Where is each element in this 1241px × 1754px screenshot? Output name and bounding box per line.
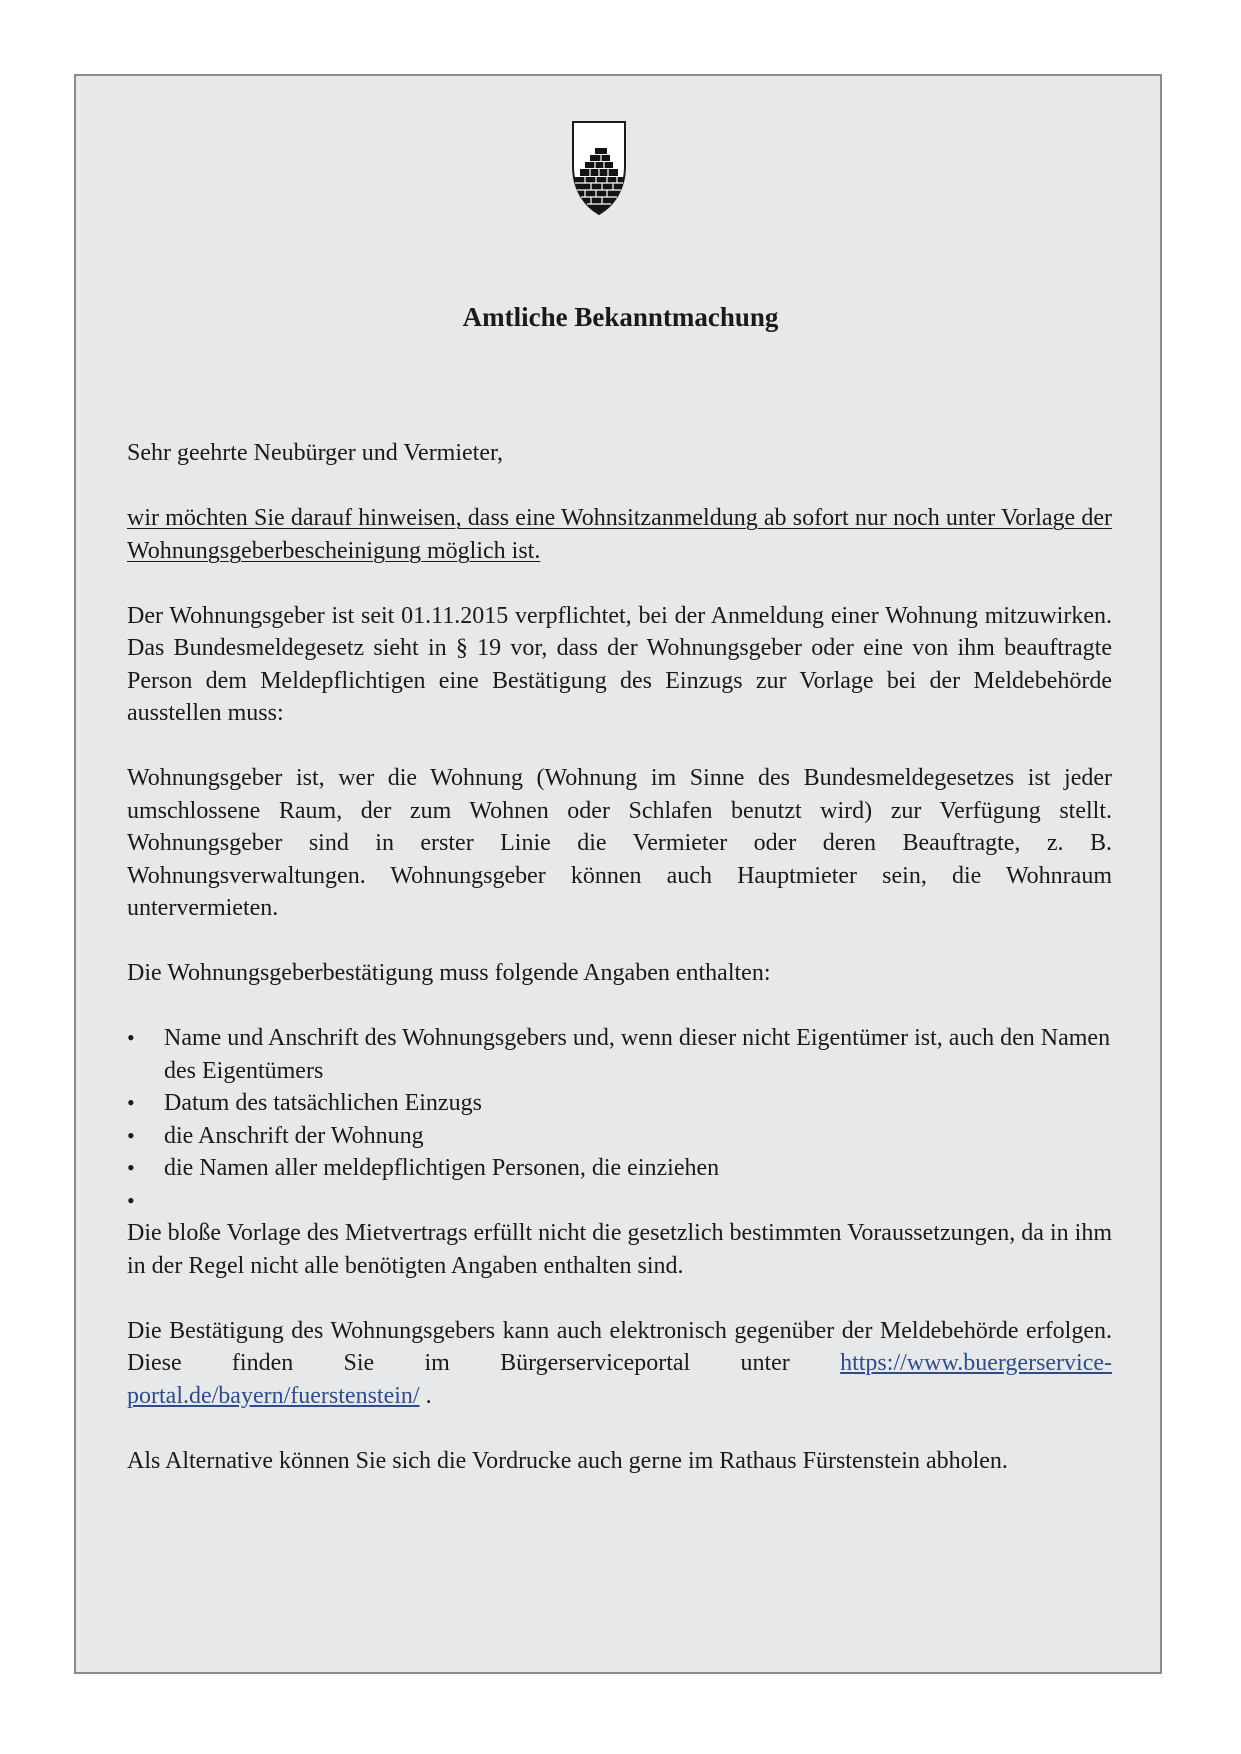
buergerservice-portal-link[interactable]: https://www.buergerservice-portal.de/bayern/fuerstenstein/: [127, 1350, 1113, 1409]
coat-of-arms-icon: [571, 120, 627, 216]
page-title: Amtliche Bekanntmachung: [462, 302, 779, 332]
list-item: • Datum des tatsächlichen Einzugs: [127, 1087, 1112, 1120]
paragraph-definition: Wohnungsgeber ist, wer die Wohnung (Wohnung im Sinne des Bundesmeldegesetzes ist jeder umschlossene Raum, der zum Wohnen oder Schlafen benutzt wird) zur Verfügung stellt. Wohnungsgeber sind in erster Linie die Vermieter oder deren Beauftragte, z. B. Wohnungsverwaltungen. Wohnungsgeber können auch Hauptmieter sein, die Wohnraum untervermieten.: [127, 765, 1112, 921]
paragraph-lease-note: Die bloße Vorlage des Mietvertrags erfüllt nicht die gesetzlich bestimmten Voraussetzungen, da in ihm in der Regel nicht alle benötigten Angaben enthalten sind.: [127, 1220, 1112, 1279]
paragraph-electronic: [127, 1315, 1112, 1413]
list-item: [127, 1185, 1112, 1218]
requirements-list: [127, 1022, 1112, 1217]
list-item: • Name und Anschrift des Wohnungsgebers und, wenn dieser nicht Eigentümer ist, auch den Namen des Eigentümers: [127, 1022, 1112, 1087]
list-intro: Die Wohnungsgeberbestätigung muss folgende Angaben enthalten:: [127, 960, 771, 986]
important-notice: wir möchten Sie darauf hinweisen, dass eine Wohnsitzanmeldung ab sofort nur noch unter Vorlage der Wohnungsgeberbescheinigung möglich ist.: [127, 505, 1112, 564]
paragraph-electronic-end: .: [425, 1382, 432, 1409]
paragraph-alternative: Als Alternative können Sie sich die Vordrucke auch gerne im Rathaus Fürstenstein abholen.: [127, 1447, 1008, 1474]
list-item: • die Namen aller meldepflichtigen Personen, die einziehen: [127, 1152, 1112, 1185]
salutation: Sehr geehrte Neubürger und Vermieter,: [127, 440, 504, 466]
paragraph-obligation: Der Wohnungsgeber ist seit 01.11.2015 verpflichtet, bei der Anmeldung einer Wohnung mitzuwirken. Das Bundesmeldegesetz sieht in § 19 vor, dass der Wohnungsgeber oder eine von ihm beauftragte Person dem Meldepflichtigen eine Bestätigung des Einzugs zur Vorlage bei der Meldebehörde ausstellen muss:: [127, 602, 1112, 726]
list-item: • die Anschrift der Wohnung: [127, 1120, 1112, 1153]
paragraph-electronic-text: Die Bestätigung des Wohnungsgebers kann auch elektronisch gegenüber der Meldebehörde erfolgen. Diese finden Sie im Bürgerserviceportal unter: [127, 1317, 1112, 1376]
notice-body: [127, 437, 1112, 1510]
